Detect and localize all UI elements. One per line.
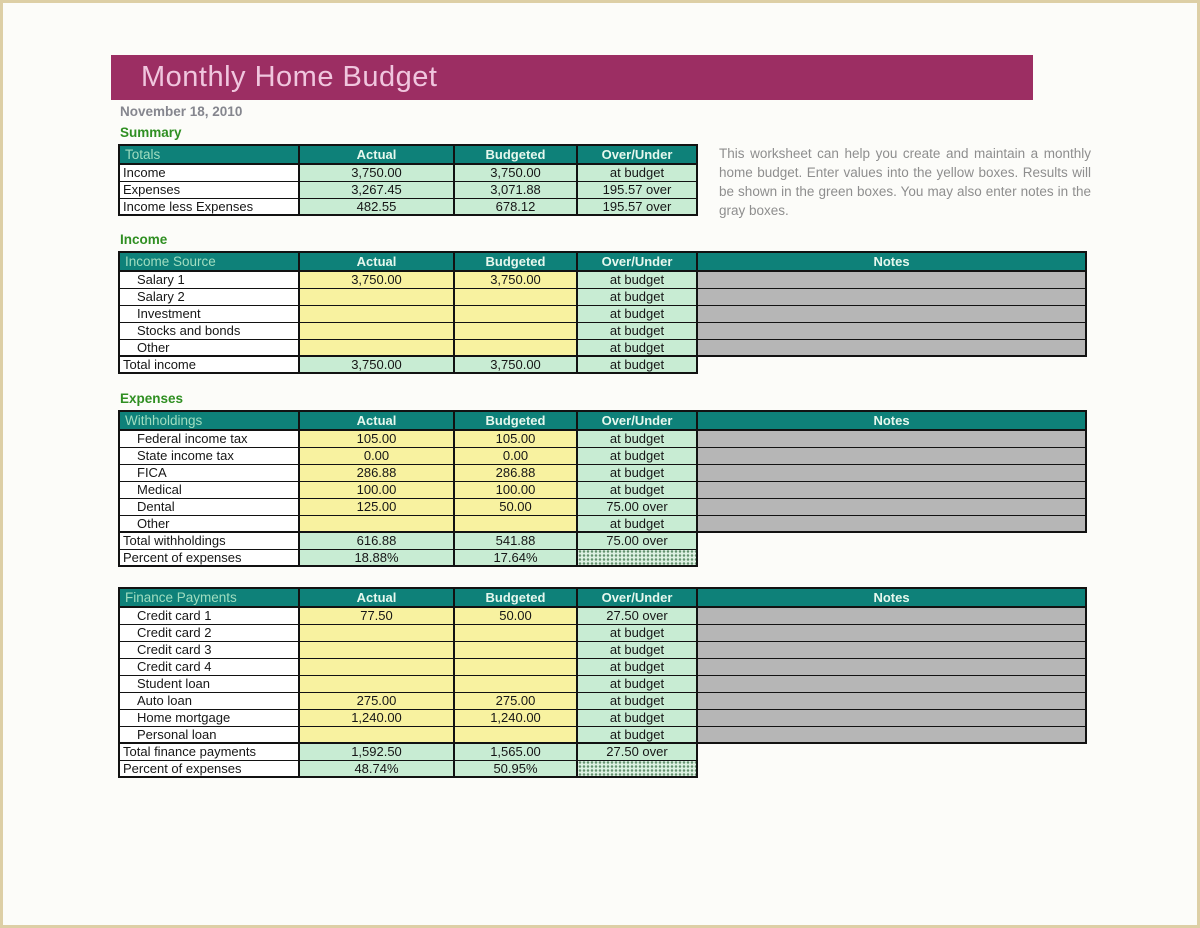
- cell-actual[interactable]: [299, 641, 454, 658]
- row-label: Total finance payments: [119, 743, 299, 760]
- cell-notes[interactable]: [697, 641, 1086, 658]
- cell-actual[interactable]: 3,750.00: [299, 271, 454, 288]
- cell-notes-empty: [697, 549, 1086, 566]
- cell-notes[interactable]: [697, 271, 1086, 288]
- table-row: [119, 607, 1086, 624]
- cell-notes[interactable]: [697, 430, 1086, 447]
- withholdings-table: [118, 410, 1087, 567]
- cell-overunder: at budget: [577, 447, 697, 464]
- cell-actual[interactable]: 105.00: [299, 430, 454, 447]
- cell-overunder: at budget: [577, 356, 697, 373]
- cell-notes[interactable]: [697, 288, 1086, 305]
- cell-budgeted[interactable]: 50.00: [454, 607, 577, 624]
- cell-overunder: at budget: [577, 624, 697, 641]
- cell-overunder: 75.00 over: [577, 532, 697, 549]
- cell-overunder: at budget: [577, 675, 697, 692]
- table-row: [119, 181, 697, 198]
- cell-notes[interactable]: [697, 658, 1086, 675]
- cell-actual: 3,750.00: [299, 356, 454, 373]
- row-label: Credit card 2: [119, 624, 299, 641]
- table-title-cell: Income Source: [119, 252, 299, 271]
- section-heading-expenses: Expenses: [120, 391, 184, 406]
- cell-overunder: at budget: [577, 692, 697, 709]
- row-label: FICA: [119, 464, 299, 481]
- column-header-notes: Notes: [697, 252, 1086, 271]
- cell-budgeted[interactable]: [454, 675, 577, 692]
- cell-overunder: at budget: [577, 464, 697, 481]
- cell-actual[interactable]: [299, 675, 454, 692]
- cell-overunder: at budget: [577, 322, 697, 339]
- cell-actual[interactable]: 1,240.00: [299, 709, 454, 726]
- cell-notes[interactable]: [697, 607, 1086, 624]
- row-label: Federal income tax: [119, 430, 299, 447]
- cell-notes-empty: [697, 532, 1086, 549]
- column-header-over-under: Over/Under: [577, 252, 697, 271]
- column-header-budgeted: Budgeted: [454, 252, 577, 271]
- column-header-budgeted: Budgeted: [454, 145, 577, 164]
- cell-budgeted[interactable]: [454, 339, 577, 356]
- row-label: Percent of expenses: [119, 549, 299, 566]
- column-header-notes: Notes: [697, 411, 1086, 430]
- cell-actual[interactable]: [299, 305, 454, 322]
- row-label: Auto loan: [119, 692, 299, 709]
- column-header-notes: Notes: [697, 588, 1086, 607]
- cell-notes[interactable]: [697, 515, 1086, 532]
- page-title: Monthly Home Budget: [141, 61, 438, 93]
- table-row: [119, 322, 1086, 339]
- cell-overunder: at budget: [577, 709, 697, 726]
- cell-actual[interactable]: [299, 288, 454, 305]
- row-label: Stocks and bonds: [119, 322, 299, 339]
- row-label: Personal loan: [119, 726, 299, 743]
- cell-budgeted[interactable]: 50.00: [454, 498, 577, 515]
- cell-budgeted: 1,565.00: [454, 743, 577, 760]
- header-row: [119, 411, 1086, 430]
- cell-overunder: at budget: [577, 430, 697, 447]
- cell-budgeted[interactable]: 3,750.00: [454, 271, 577, 288]
- table-row: [119, 641, 1086, 658]
- cell-notes[interactable]: [697, 464, 1086, 481]
- cell-notes-empty: [697, 760, 1086, 777]
- cell-budgeted: 3,750.00: [454, 356, 577, 373]
- cell-overunder: at budget: [577, 271, 697, 288]
- cell-overunder: at budget: [577, 305, 697, 322]
- row-label: Dental: [119, 498, 299, 515]
- cell-notes[interactable]: [697, 322, 1086, 339]
- column-header-actual: Actual: [299, 252, 454, 271]
- cell-notes[interactable]: [697, 709, 1086, 726]
- row-label: Income: [119, 164, 299, 181]
- table-row: [119, 481, 1086, 498]
- column-header-budgeted: Budgeted: [454, 588, 577, 607]
- title-bar: [111, 55, 1033, 100]
- cell-notes[interactable]: [697, 675, 1086, 692]
- column-header-budgeted: Budgeted: [454, 411, 577, 430]
- cell-notes[interactable]: [697, 339, 1086, 356]
- row-label: Credit card 1: [119, 607, 299, 624]
- row-label: Salary 2: [119, 288, 299, 305]
- cell-actual: 3,750.00: [299, 164, 454, 181]
- table-row: [119, 288, 1086, 305]
- finance-payments-table: [118, 587, 1087, 778]
- cell-actual: 1,592.50: [299, 743, 454, 760]
- cell-budgeted: 541.88: [454, 532, 577, 549]
- table-row: [119, 271, 1086, 288]
- column-header-actual: Actual: [299, 588, 454, 607]
- column-header-actual: Actual: [299, 411, 454, 430]
- table-title-cell: Withholdings: [119, 411, 299, 430]
- cell-budgeted[interactable]: 105.00: [454, 430, 577, 447]
- table-row: [119, 743, 1086, 760]
- cell-notes[interactable]: [697, 447, 1086, 464]
- column-header-over-under: Over/Under: [577, 588, 697, 607]
- row-label: Salary 1: [119, 271, 299, 288]
- table-row: [119, 726, 1086, 743]
- summary-table: [118, 144, 698, 216]
- help-text: This worksheet can help you create and maintain a monthly home budget. Enter values into the yellow boxes. Results will be shown in the green boxes. You may also enter notes in the gray boxes.: [719, 146, 1091, 219]
- table-row: [119, 447, 1086, 464]
- column-header-over-under: Over/Under: [577, 411, 697, 430]
- row-label: Home mortgage: [119, 709, 299, 726]
- cell-overunder: 27.50 over: [577, 607, 697, 624]
- cell-actual[interactable]: [299, 624, 454, 641]
- table-row: [119, 430, 1086, 447]
- cell-actual[interactable]: [299, 339, 454, 356]
- cell-overunder: 195.57 over: [577, 198, 697, 215]
- cell-overunder: at budget: [577, 641, 697, 658]
- cell-actual: 482.55: [299, 198, 454, 215]
- table-row: [119, 692, 1086, 709]
- cell-overunder: 27.50 over: [577, 743, 697, 760]
- cell-overunder: [577, 760, 697, 777]
- table-row: [119, 198, 697, 215]
- table-row: [119, 549, 1086, 566]
- table-row: [119, 498, 1086, 515]
- cell-actual[interactable]: 77.50: [299, 607, 454, 624]
- cell-budgeted: 3,071.88: [454, 181, 577, 198]
- cell-budgeted[interactable]: 1,240.00: [454, 709, 577, 726]
- cell-actual[interactable]: 275.00: [299, 692, 454, 709]
- section-heading-income: Income: [120, 232, 168, 247]
- cell-overunder: at budget: [577, 481, 697, 498]
- header-row: [119, 145, 697, 164]
- cell-budgeted[interactable]: [454, 658, 577, 675]
- cell-budgeted[interactable]: [454, 624, 577, 641]
- row-label: State income tax: [119, 447, 299, 464]
- cell-budgeted[interactable]: 275.00: [454, 692, 577, 709]
- table-row: [119, 356, 1086, 373]
- table-row: [119, 624, 1086, 641]
- cell-budgeted[interactable]: [454, 322, 577, 339]
- cell-overunder: at budget: [577, 164, 697, 181]
- cell-notes-empty: [697, 743, 1086, 760]
- cell-budgeted[interactable]: [454, 515, 577, 532]
- cell-budgeted: 17.64%: [454, 549, 577, 566]
- row-label: Expenses: [119, 181, 299, 198]
- cell-overunder: at budget: [577, 726, 697, 743]
- cell-budgeted: 50.95%: [454, 760, 577, 777]
- row-label: Total withholdings: [119, 532, 299, 549]
- section-heading-summary: Summary: [120, 125, 182, 140]
- cell-overunder: at budget: [577, 339, 697, 356]
- cell-actual[interactable]: [299, 658, 454, 675]
- cell-actual: 18.88%: [299, 549, 454, 566]
- cell-notes-empty: [697, 356, 1086, 373]
- cell-actual[interactable]: 0.00: [299, 447, 454, 464]
- cell-budgeted[interactable]: 100.00: [454, 481, 577, 498]
- table-title-cell: Totals: [119, 145, 299, 164]
- cell-overunder: 195.57 over: [577, 181, 697, 198]
- row-label: Investment: [119, 305, 299, 322]
- row-label: Student loan: [119, 675, 299, 692]
- cell-actual[interactable]: 100.00: [299, 481, 454, 498]
- cell-actual[interactable]: [299, 322, 454, 339]
- header-row: [119, 588, 1086, 607]
- cell-overunder: at budget: [577, 658, 697, 675]
- table-row: [119, 709, 1086, 726]
- cell-actual: 48.74%: [299, 760, 454, 777]
- cell-notes[interactable]: [697, 498, 1086, 515]
- column-header-actual: Actual: [299, 145, 454, 164]
- cell-notes[interactable]: [697, 692, 1086, 709]
- row-label: Credit card 3: [119, 641, 299, 658]
- cell-budgeted[interactable]: [454, 641, 577, 658]
- table-row: [119, 532, 1086, 549]
- table-row: [119, 760, 1086, 777]
- cell-notes[interactable]: [697, 305, 1086, 322]
- cell-actual[interactable]: 125.00: [299, 498, 454, 515]
- table-title-cell: Finance Payments: [119, 588, 299, 607]
- row-label: Medical: [119, 481, 299, 498]
- table-row: [119, 464, 1086, 481]
- cell-budgeted[interactable]: [454, 288, 577, 305]
- row-label: Total income: [119, 356, 299, 373]
- header-row: [119, 252, 1086, 271]
- row-label: Percent of expenses: [119, 760, 299, 777]
- cell-actual: 616.88: [299, 532, 454, 549]
- table-row: [119, 339, 1086, 356]
- table-row: [119, 164, 697, 181]
- cell-budgeted[interactable]: 0.00: [454, 447, 577, 464]
- cell-budgeted[interactable]: 286.88: [454, 464, 577, 481]
- cell-actual[interactable]: [299, 515, 454, 532]
- table-row: [119, 515, 1086, 532]
- cell-budgeted[interactable]: [454, 726, 577, 743]
- cell-budgeted: 678.12: [454, 198, 577, 215]
- column-header-over-under: Over/Under: [577, 145, 697, 164]
- cell-actual[interactable]: 286.88: [299, 464, 454, 481]
- cell-notes[interactable]: [697, 726, 1086, 743]
- cell-overunder: at budget: [577, 288, 697, 305]
- row-label: Credit card 4: [119, 658, 299, 675]
- cell-overunder: 75.00 over: [577, 498, 697, 515]
- cell-actual[interactable]: [299, 726, 454, 743]
- table-row: [119, 675, 1086, 692]
- cell-notes[interactable]: [697, 481, 1086, 498]
- row-label: Income less Expenses: [119, 198, 299, 215]
- worksheet-date: November 18, 2010: [120, 104, 243, 119]
- cell-budgeted[interactable]: [454, 305, 577, 322]
- cell-actual: 3,267.45: [299, 181, 454, 198]
- cell-overunder: at budget: [577, 515, 697, 532]
- cell-notes[interactable]: [697, 624, 1086, 641]
- table-row: [119, 305, 1086, 322]
- cell-budgeted: 3,750.00: [454, 164, 577, 181]
- table-row: [119, 658, 1086, 675]
- row-label: Other: [119, 515, 299, 532]
- row-label: Other: [119, 339, 299, 356]
- cell-overunder: [577, 549, 697, 566]
- income-table: [118, 251, 1087, 374]
